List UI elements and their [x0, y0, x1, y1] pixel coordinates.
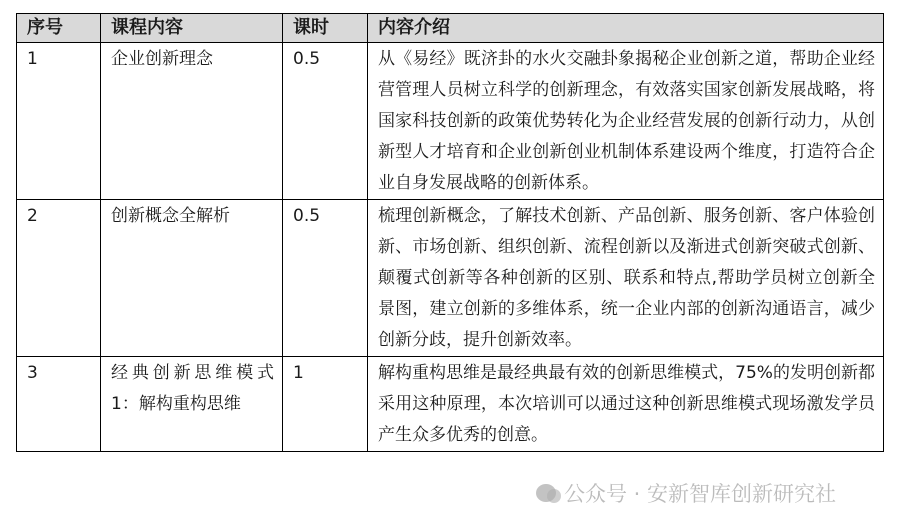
header-hours: 课时 — [283, 14, 368, 43]
row-hours: 0.5 — [283, 200, 368, 357]
table-row — [17, 200, 884, 357]
table-row — [17, 43, 884, 200]
header-content: 内容介绍 — [368, 14, 884, 43]
course-table — [16, 13, 884, 452]
row-content: 解构重构思维是最经典最有效的创新思维模式，75%的发明创新都采用这种原理，本次培训可以通过这种创新思维模式现场激发学员产生众多优秀的创意。 — [368, 357, 884, 452]
row-no: 2 — [17, 200, 101, 357]
table-header-row — [17, 14, 884, 43]
row-content: 梳理创新概念，了解技术创新、产品创新、服务创新、客户体验创新、市场创新、组织创新、流程创新以及渐进式创新突破式创新、颠覆式创新等各种创新的区别、联系和特点,帮助学员树立创新全景图，建立创新的多维体系，统一企业内部的创新沟通语言，减少创新分歧，提升创新效率。 — [368, 200, 884, 357]
row-course: 创新概念全解析 — [101, 200, 283, 357]
row-no: 1 — [17, 43, 101, 200]
wechat-icon — [536, 484, 556, 502]
row-content: 从《易经》既济卦的水火交融卦象揭秘企业创新之道，帮助企业经营管理人员树立科学的创新理念，有效落实国家创新发展战略，将国家科技创新的政策优势转化为企业经营发展的创新行动力，从创新型人才培育和企业创新创业机制体系建设两个维度，打造符合企业自身发展战略的创新体系。 — [368, 43, 884, 200]
row-course: 企业创新理念 — [101, 43, 283, 200]
row-hours: 0.5 — [283, 43, 368, 200]
watermark — [536, 478, 836, 508]
header-no: 序号 — [17, 14, 101, 43]
watermark-text: 公众号 · 安新智库创新研究社 — [564, 482, 837, 506]
row-course: 经典创新思维模式 1：解构重构思维 — [101, 357, 283, 452]
header-course: 课程内容 — [101, 14, 283, 43]
table-row — [17, 357, 884, 452]
row-hours: 1 — [283, 357, 368, 452]
row-no: 3 — [17, 357, 101, 452]
